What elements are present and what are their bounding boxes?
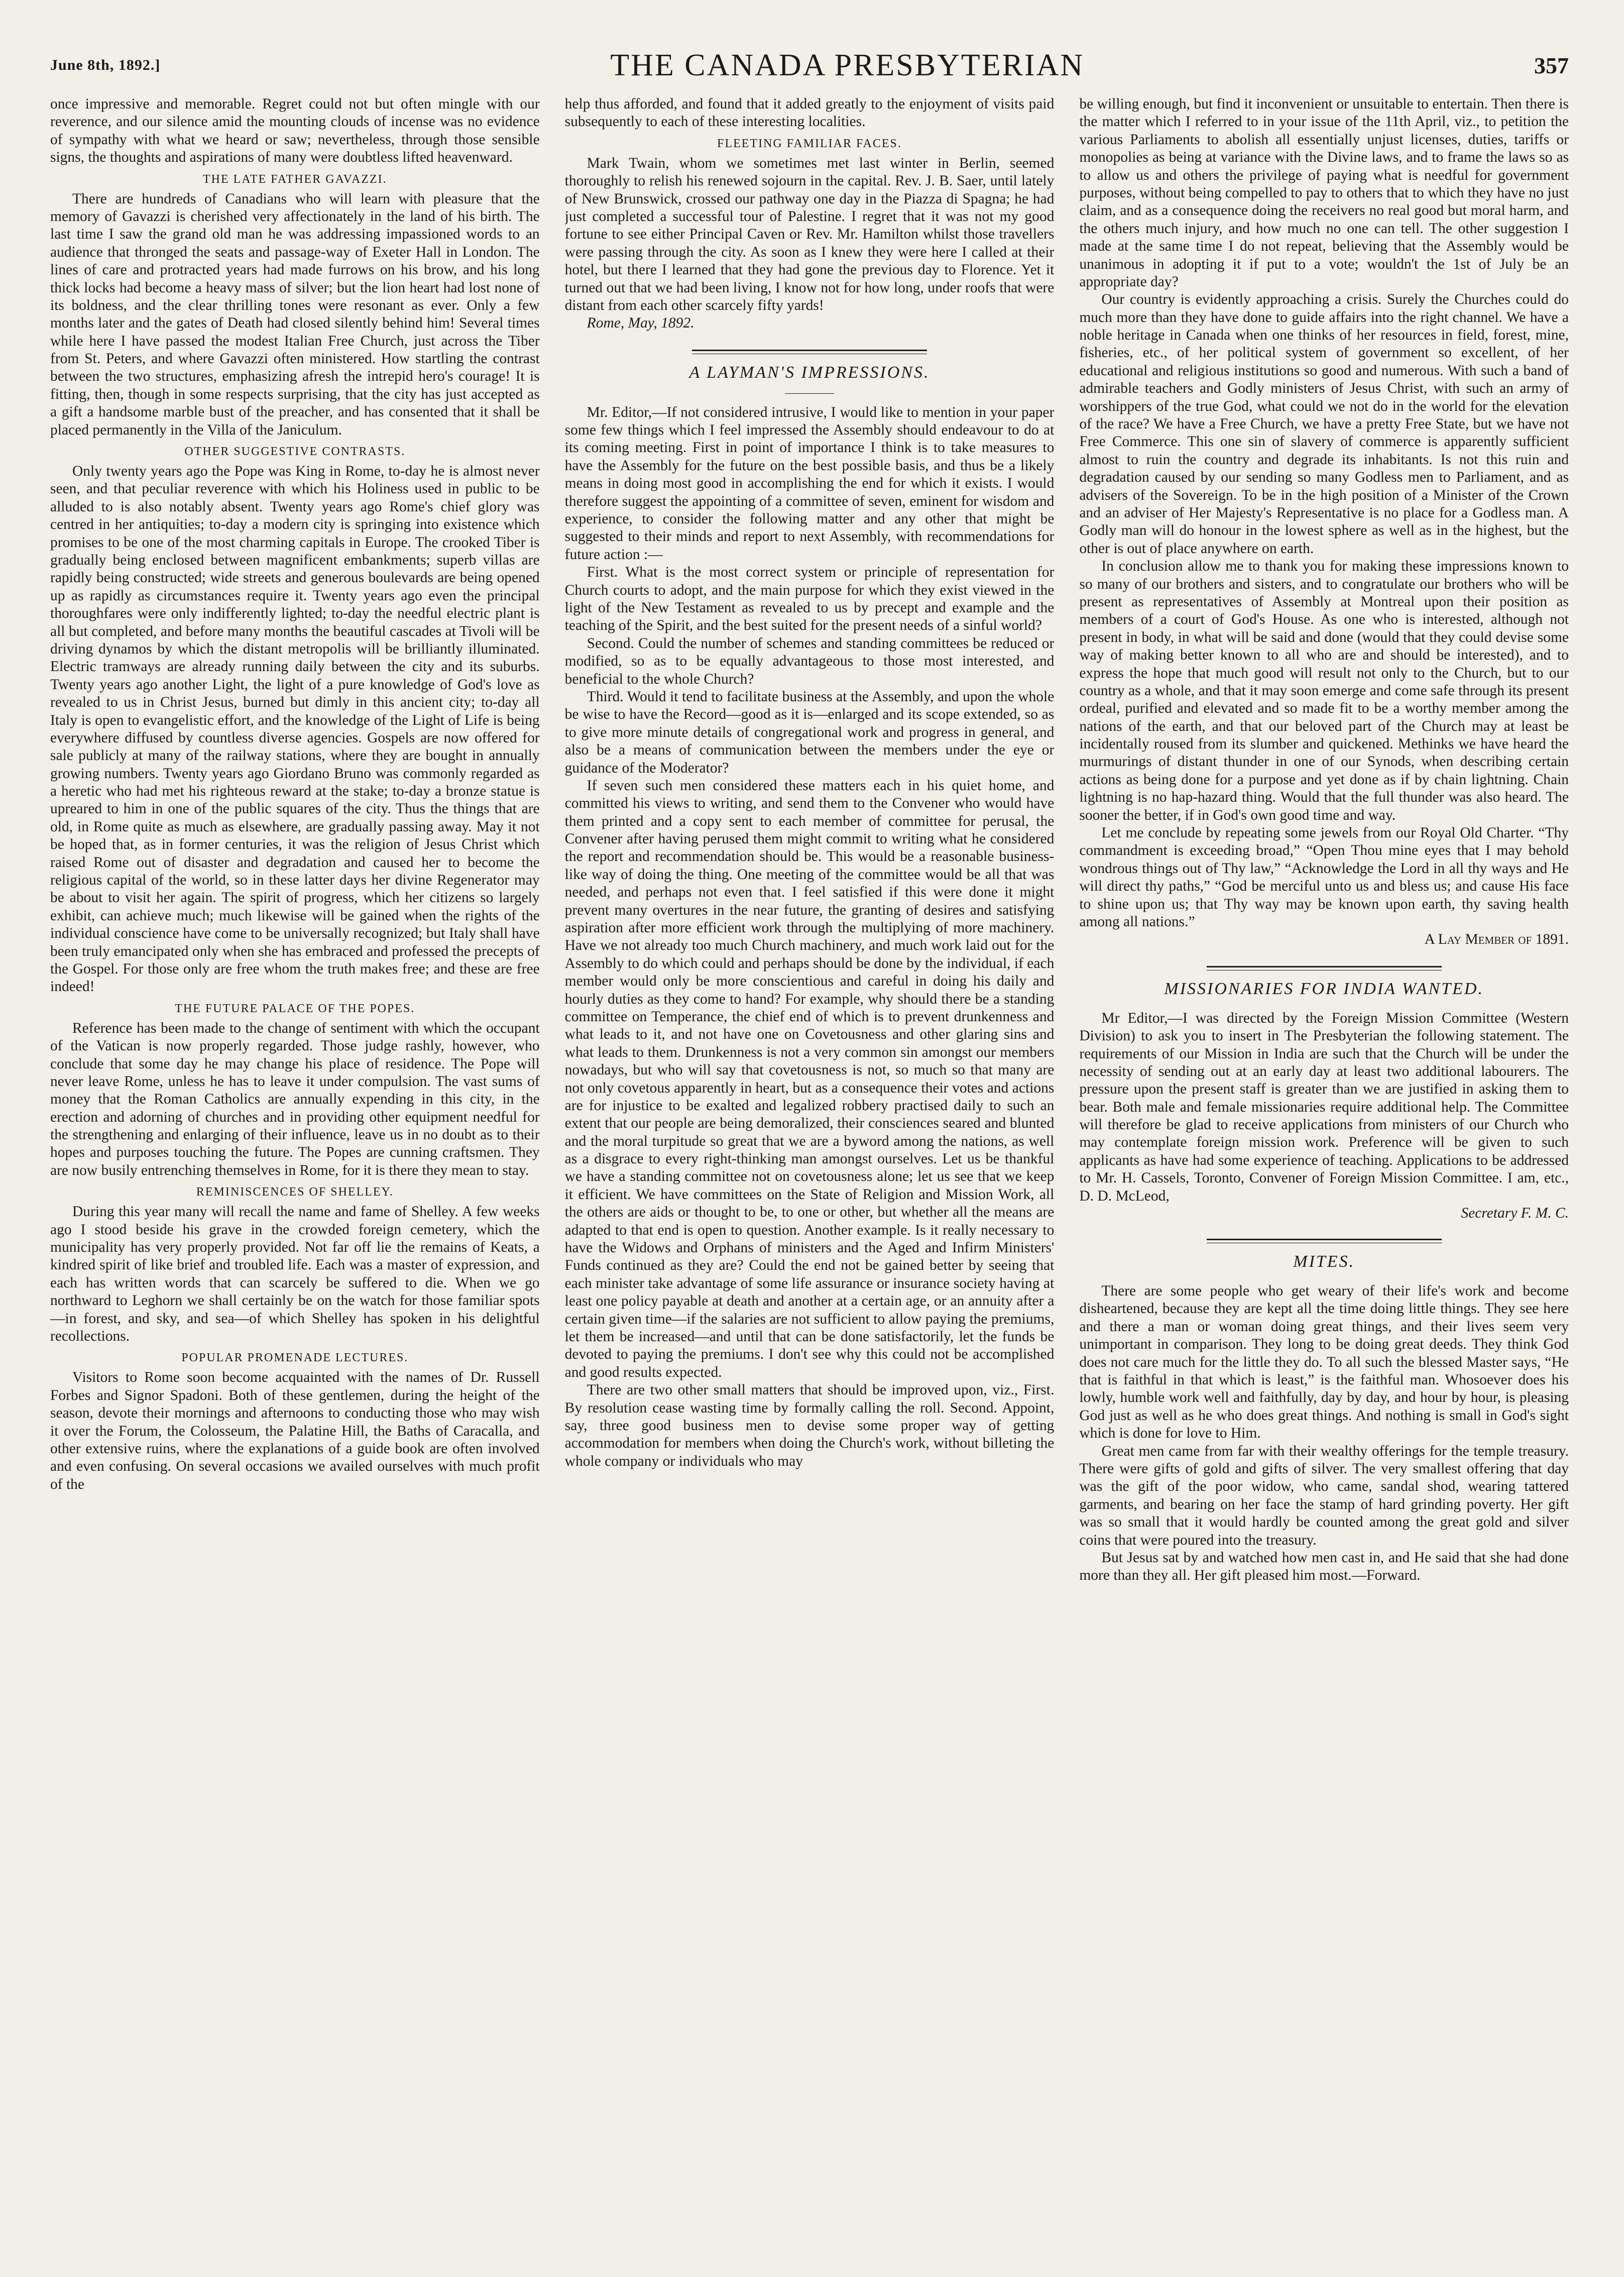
section-subhead: OTHER SUGGESTIVE CONTRASTS. bbox=[184, 445, 406, 459]
section-subhead: THE FUTURE PALACE OF THE POPES. bbox=[175, 1002, 415, 1015]
headline-rule bbox=[785, 393, 834, 394]
section-subhead: REMINISCENCES OF SHELLEY. bbox=[196, 1185, 394, 1199]
article-headline: MISSIONARIES FOR INDIA WANTED. bbox=[1164, 979, 1484, 998]
paragraph: Mr. Editor,—If not considered intrusive, I would like to mention in your paper some few things which I feel impressed the Assembly should endeavour to do at its coming meeting. First in point of importance I think is to take measures to have the Assembly for the future on the best possible basis, and thus be a likely means in doing most good in accomplishing the end for which it exists. I would therefore suggest the appointing of a committee of seven, eminent for wisdom and experience, to consider the following matter and any other that might be suggested to their minds and report to next Assembly, with recommendations for future action :— bbox=[564, 404, 1055, 563]
paragraph: There are two other small matters that should be improved upon, viz., First. By resolution cease wasting time by formally calling the roll. Second. Appoint, say, three good business men to devise some proper way of getting accommodation for members when doing the Church's work, without billeting the whole company or individuals who may bbox=[564, 1382, 1055, 1469]
paragraph: Our country is evidently approaching a crisis. Surely the Churches could do much more than they have done to guide affairs into the right channel. We have a noble heritage in Canada when one thinks of her resources in field, forest, mine, fisheries, etc., of her political system of government so excellent, of her educational and religious institutions so good and numerous. With such a band of admirable teachers and Godly ministers of Jesus Christ, with such an army of worshippers of the true God, what could we not do in the world for the elevation of the race? We have a Free Church, we have a pretty Free State, but we have not Free Commerce. This one sin of slavery of commerce is apparently sufficient almost to ruin the country and degrade its inhabitants. Is not this ruin and degradation caused by our sending so many Godless men to Parliament, and as advisers of the Sovereign. To be in the high position of a Minister of the Crown and an adviser of Her Majesty's Representative is no place for a Godless man. A Godly man will do honour in the lowest sphere as well as in the highest, but the other is out of place anywhere on earth. bbox=[1079, 291, 1569, 557]
section-divider bbox=[1207, 966, 1442, 970]
issue-date: June 8th, 1892.] bbox=[50, 57, 161, 73]
signature: A Lay Member of 1891. bbox=[1424, 931, 1569, 948]
paragraph: Let me conclude by repeating some jewels from our Royal Old Charter. “Thy commandment is exceeding broad,” “Open Thou mine eyes that I may behold wondrous things out of Thy law,” “Acknowledge the Lord in all thy ways and He will direct thy paths,” “God be merciful unto us and bless us; and cause His face to shine upon us; that Thy way may be known upon earth, thy saving health among all nations.” bbox=[1079, 825, 1569, 930]
section-divider bbox=[692, 350, 927, 354]
paragraph: Third. Would it tend to facilitate business at the Assembly, and upon the whole be wise to have the Record—good as it is—enlarged and its scope extended, so as to give more minute details of congregational work and progress in general, and also be a means of communication between the members under the eye or guidance of the Moderator? bbox=[564, 688, 1055, 776]
article-headline: A LAYMAN'S IMPRESSIONS. bbox=[689, 363, 930, 382]
paragraph: First. What is the most correct system or principle of representation for Church courts to adopt, and the main purpose for which they exist viewed in the light of the New Testament as revealed to us by precept and example and the teaching of the Spirit, and the best suited for the present needs of a sinful world? bbox=[564, 564, 1055, 634]
masthead bbox=[50, 35, 1569, 95]
newspaper-title: THE CANADA PRESBYTERIAN bbox=[610, 48, 1085, 82]
paragraph: Second. Could the number of schemes and standing committees be reduced or modified, so as to be equally advantageous to those most interested, and beneficial to the whole Church? bbox=[564, 635, 1055, 687]
section-subhead: THE LATE FATHER GAVAZZI. bbox=[203, 172, 387, 186]
section-subhead: POPULAR PROMENADE LECTURES. bbox=[181, 1351, 409, 1365]
paragraph: help thus afforded, and found that it added greatly to the enjoyment of visits paid subsequently to each of these interesting localities. bbox=[564, 96, 1055, 130]
signature-title: Secretary F. M. C. bbox=[1461, 1205, 1569, 1222]
section-divider bbox=[1207, 1239, 1442, 1243]
paragraph: be willing enough, but find it inconvenient or unsuitable to entertain. Then there is the matter which I referred to in your issue of the 11th April, viz., to petition the various Parliaments to abolish all essentially unjust licenses, duties, tariffs or monopolies as being at variance with the Divine laws, and to frame the laws so as to allow us and others the privilege of paying what is needful for government purposes, without being compelled to pay to others that to which they have no just claim, and as a consequence doing the receivers no real good but moral harm, and the others much injury, and how much no one can tell. The other suggestion I made at the same time I do not repeat, believing that the Assembly would be unanimous in adopting it if put to a vote; wouldn't the 1st of July be an appropriate day? bbox=[1079, 96, 1569, 290]
paragraph: There are some people who get weary of their life's work and become disheartened, because they are kept all the time doing little things. They see here and there a man or woman doing great things, and their lives seem very unimportant in comparison. They long to be doing great deeds. They think God does not care much for the little they do. To all such the blessed Master says, “He that is faithful in that which is least,” is the faithful man. Whosoever does his lowly, humble work well and faithfully, day by day, and hour by hour, is pleasing God just as well as he who does great things. And nothing is small in God's sight which is done for love to Him. bbox=[1079, 1283, 1569, 1442]
paragraph: once impressive and memorable. Regret could not but often mingle with our reverence, and our silence amid the mounting clouds of incense was no evidence of sympathy with what we heard or saw; nevertheless, through those sensible signs, the thoughts and aspirations of many were doubtless lifted heavenward. bbox=[50, 96, 540, 166]
paragraph: Visitors to Rome soon become acquainted with the names of Dr. Russell Forbes and Signor Spadoni. Both of these gentlemen, during the height of the season, devote their mornings and afternoons to conducting those who may wish it over the Forum, the Colosseum, the Palatine Hill, the Baths of Caracalla, and other extensive ruins, where the explanations of a guide book are often involved and even confusing. On several occasions we availed ourselves with much profit of the bbox=[50, 1369, 540, 1492]
column-3 bbox=[1079, 95, 1569, 2257]
paragraph: Mr Editor,—I was directed by the Foreign Mission Committee (Western Division) to ask you to insert in The Presbyterian the following statement. The requirements of our Mission in India are such that the Church will be under the necessity of sending out at an early day at least two additional labourers. The pressure upon the present staff is greater than we are justified in asking them to bear. Both male and female missionaries require additional help. The Committee will therefore be glad to receive applications from ministers of our Church who may contemplate foreign mission work. Preference will be given to such applicants as have had some experience of teaching. Applications to be addressed to Mr. H. Cassels, Toronto, Convener of Foreign Mission Committee. I am, etc., D. D. McLeod, bbox=[1079, 1010, 1569, 1204]
page-number: 357 bbox=[1534, 52, 1569, 78]
article-headline: MITES. bbox=[1293, 1252, 1355, 1271]
paragraph: If seven such men considered these matters each in his quiet home, and committed his views to writing, and send them to the Convener who would have them printed and a copy sent to each member of committee for perusal, the Convener after having perused them might commit to writing what he considered the report and recommendation should be. This would be a reasonable business-like way of doing the thing. One meeting of the committee would be all that was needed, and perhaps not even that. I feel satisfied if this were done it might prevent many overtures in the near future, the granting of desires and satisfying aspiration after more efficient work through the multiplying of more machinery. Have we not already too much Church machinery, and much work laid out for the Assembly to do which could and perhaps should be done by the individual, if each member would only be more conscientious and careful in doing his daily and hourly duties as they come to hand? For example, why should there be a standing committee on Temperance, the chief end of which is to prevent drunkenness and what leads to it, and not have one on Covetousness and other glaring sins and what leads to them. Drunkenness is not a very common sin amongst our members nowadays, but who will say that covetousness is not, so much so that many are not only covetous apparently in heart, but as a consequence their votes and actions are for injustice to be exalted and legalized robbery practised daily to such an extent that our people are being demoralized, their consciences seared and blunted and the moral turpitude so great that we are a byword among the nations, as well as a disgrace to every right-thinking man amongst ourselves. Let us be thankful we have a standing committee not on covetousness alone; let us see that we keep it efficient. We have committees on the State of Religion and Mission Work, all the others are aids or thought to be, to one or other, but whether all the means are adapted to that end is open to question. Another example. Is it really necessary to have the Widows and Orphans of ministers and the Aged and Infirm Ministers' Funds continued as they are? Could the end not be gained better by seeing that each minister take advantage of some life assurance or insurance society having at least one policy payable at death and another at a certain age, or an annuity after a certain given time—if the salaries are not sufficient to allow paying the premiums, let them be increased—and until that can be done satisfactorily, let the funds be devoted to paying the premiums. I don't see why this could not be accomplished and good results expected. bbox=[564, 777, 1055, 1380]
paragraph: Reference has been made to the change of sentiment with which the occupant of the Vatican is now properly regarded. Those judge rashly, however, who conclude that some day he may change his place of residence. The Pope will never leave Rome, unless he has to leave it under compulsion. The vast sums of money that the Roman Catholics are annually expending in this city, in the erection and adorning of churches and in providing other equipment needful for the strengthening and enlarging of their influence, leave us in no doubt as to their hopes and purposes touching the future. The Popes are cunning craftsmen. They are now busily entrenching themselves in Rome, for it is there they mean to stay. bbox=[50, 1020, 540, 1178]
column-2 bbox=[565, 95, 1055, 2257]
paragraph: During this year many will recall the name and fame of Shelley. A few weeks ago I stood beside his grave in the crowded foreign cemetery, which the municipality has very properly provided. Not far off lie the remains of Keats, a kindred spirit of like brief and troubled life. Each was a master of expression, and each has written words that can scarcely be suffered to die. When we go northward to Leghorn we shall certainly be on the watch for those familiar spots—in forest, and sky, and sea—of which Shelley has spoken in his delightful recollections. bbox=[50, 1204, 540, 1344]
paragraph: But Jesus sat by and watched how men cast in, and He said that she had done more than they all. Her gift pleased him most.—Forward. bbox=[1079, 1549, 1569, 1584]
dateline: Rome, May, 1892. bbox=[587, 315, 694, 332]
paragraph: Only twenty years ago the Pope was King in Rome, to-day he is almost never seen, and that peculiar reverence with which his Holiness used in public to be alluded to is also notably absent. Twenty years ago Rome's chief glory was centred in her antiquities; to-day a modern city is springing into existence which promises to be one of the most charming capitals in Europe. The crooked Tiber is gradually being enclosed between magnificent embankments; superb villas are rapidly being constructed; wide streets and generous boulevards are being opened up as rapidly as circumstances require it. Twenty years ago even the principal thoroughfares were only indifferently lighted; to-day the needful electric plant is all but completed, and before many months the beautiful cascades at Tivoli will be driving dynamos by which the distant metropolis will be brilliantly illuminated. Electric tramways are already running daily between the city and its suburbs. Twenty years ago another Light, the light of a pure knowledge of God's love as revealed to us in Christ Jesus, burned but dimly in this ancient city; to-day all Italy is open to evangelistic effort, and the knowledge of the Light of Life is being everywhere diffused by countless diverse agencies. Gospels are now offered for sale publicly at many of the railway stations, where they are bought in annually growing numbers. Twenty years ago Giordano Bruno was commonly regarded as a heretic who had met his righteous reward at the stake; to-day a bronze statue is upreared to him in one of the public squares of the city. Thus the things that are old, in Rome quite as much as elsewhere, are gradually passing away. May it not be hoped that, as in former centuries, it was the religion of Jesus Christ which raised Rome out of disaster and degradation and caused her to become the religious capital of the world, so in these latter days her divine Regenerator may be about to visit her again. The spirit of progress, which her citizens so largely exhibit, can achieve much; much likewise will be gained when the rights of the individual conscience have come to be universally recognized; but Italy shall have been truly emancipated only when she has embraced and professed the precepts of the Gospel. For those only are free whom the truth makes free; and these are free indeed! bbox=[50, 463, 540, 995]
paragraph: Mark Twain, whom we sometimes met last winter in Berlin, seemed thoroughly to relish his renewed sojourn in the capital. Rev. J. B. Saer, until lately of New Brunswick, crossed our pathway one day in the Piazza di Spagna; he had just completed a successful tour of Palestine. I regret that it was not my good fortune to see either Principal Caven or Rev. Mr. Hamilton whilst those travellers were passing through the city. As soon as I knew they were here I called at their hotel, but there I learned that they had gone the previous day to Florence. Yet it turned out that we had been living, I know not for how long, under roofs that were distant from each other scarcely fifty yards! bbox=[564, 155, 1055, 313]
article-columns bbox=[50, 95, 1569, 2257]
paragraph: In conclusion allow me to thank you for making these impressions known to so many of our brothers and sisters, and to congratulate our brothers who will be present as representatives of Assembly at Montreal upon their position as members of a court of God's House. As one who is interested, although not present in body, in what will be said and done (would that they could devise some way of making better known to all who are and should be interested), and to express the hope that much good will result not only to the Church, but to our country as a whole, and that it may soon emerge and come safe through its present ordeal, purified and elevated and so made fit to be a worthy member among the nations of the earth, and that our beloved part of the Church may at least be incidentally roused from its slumber and quickened. Methinks we have heard the murmurings of distant thunder in one of our Synods, when describing certain actions as being done for a purpose and yet done as if by chain lightning. Chain lightning is no hap-hazard thing. Would that the full thunder was also heard. The sooner the better, if in God's own good time and way. bbox=[1079, 558, 1569, 823]
paragraph: There are hundreds of Canadians who will learn with pleasure that the memory of Gavazzi is cherished very affectionately in the land of his birth. The last time I saw the grand old man he was addressing impassioned words to an audience that thronged the seats and passage-way of Exeter Hall in London. The lines of care and protracted years had made furrows on his brow, and his long thick locks had become a heavy mass of silver; but the lion heart had lost none of its boldness, and the clear thrilling tones were resonant as ever. Only a few months later and the gates of Death had closed silently behind him! Several times while here I have passed the modest Italian Free Church, just across the Tiber from St. Peters, and where Gavazzi often ministered. How startling the contrast between the two structures, emphasizing afresh the intrepid hero's courage! It is fitting, then, though in some respects surprising, that the city has just accepted as a gift a handsome marble bust of the preacher, and has consented that it shall be placed permanently in the Villa of the Janiculum. bbox=[50, 190, 540, 438]
paragraph: Great men came from far with their wealthy offerings for the temple treasury. There were gifts of gold and gifts of silver. The very smallest offering that day was the gift of the poor widow, who came, sandal shod, wearing tattered garments, and bearing on her face the stamp of hard grinding poverty. Her gift was so small that it would hardly be counted among the great gold and silver coins that were poured into the treasury. bbox=[1079, 1443, 1569, 1548]
section-subhead: FLEETING FAMILIAR FACES. bbox=[717, 137, 902, 150]
column-1 bbox=[50, 95, 540, 2257]
